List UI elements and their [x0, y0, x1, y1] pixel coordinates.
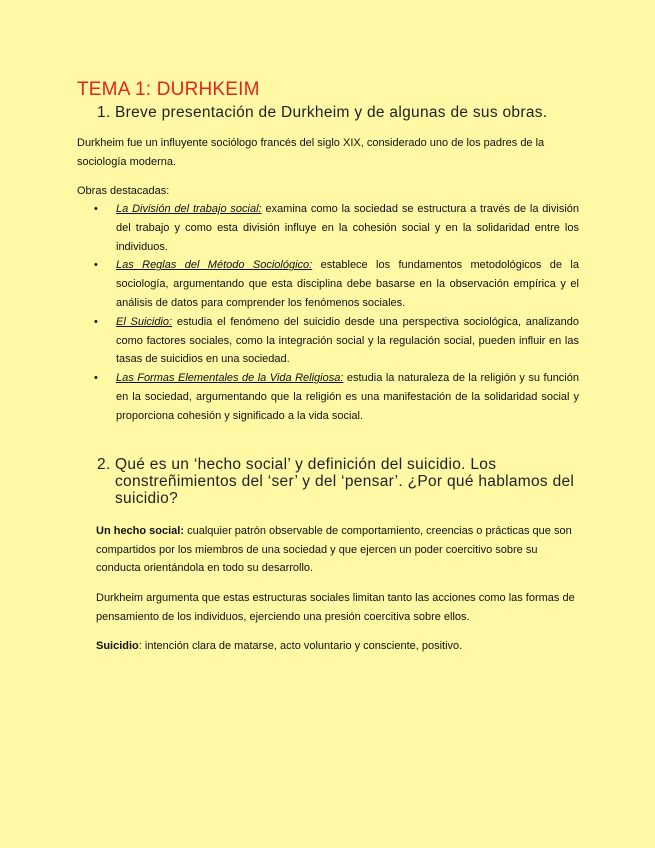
works-list	[94, 200, 579, 426]
bullet-icon: •	[94, 372, 98, 385]
obras-label: Obras destacadas:	[77, 185, 170, 197]
section-2-heading	[97, 456, 577, 507]
suicidio-paragraph	[96, 637, 579, 656]
intro-paragraph: Durkheim fue un influyente sociólogo francés del siglo XIX, considerado uno de los padres de la sociología moderna.	[77, 137, 545, 168]
suicidio-term: Suicidio	[96, 640, 139, 652]
list-item	[94, 369, 579, 425]
section-2-number: 2.	[97, 456, 111, 473]
bullet-icon: •	[94, 315, 98, 328]
work-title: Las Formas Elementales de la Vida Religiosa:	[116, 372, 344, 385]
bullet-icon: •	[94, 259, 98, 272]
hecho-social-paragraph	[96, 522, 579, 578]
document-title: TEMA 1: DURHKEIM	[77, 79, 260, 100]
section-2-heading-text: Qué es un ‘hecho social’ y definición del suicidio. Los constreñimientos del ‘ser’ y del ‘pensar’. ¿Por qué hablamos del suicidio?	[115, 456, 575, 507]
work-title: El Suicidio:	[116, 315, 173, 328]
work-title: La División del trabajo social:	[116, 203, 262, 215]
work-description: estudia la naturaleza de la religión y su función en la sociedad, argumentando que la religión es una manifestación de la solidaridad social y proporciona cohesión y significado a la vida social.	[116, 372, 579, 422]
hecho-social-definition: cualquier patrón observable de comportamiento, creencias o prácticas que son compartidos por los miembros de una sociedad y que ejercen un poder coercitivo sobre su conducta orientándola en todo su desarrollo.	[96, 525, 572, 574]
list-item	[94, 200, 579, 256]
bullet-icon: •	[94, 203, 98, 215]
list-item	[94, 256, 579, 312]
durkheim-paragraph: Durkheim argumenta que estas estructuras sociales limitan tanto las acciones como las formas de pensamiento de los individuos, ejerciendo una presión coercitiva sobre ellos.	[96, 592, 575, 623]
work-title: Las Reglas del Método Sociológico:	[116, 259, 313, 272]
work-description: estudia el fenómeno del suicidio desde una perspectiva sociológica, analizando como factores sociales, como la integración social y la regulación social, pueden influir en las tasas de suicidios en una sociedad.	[116, 315, 579, 366]
section-1-heading-text: Breve presentación de Durkheim y de algunas de sus obras.	[115, 104, 548, 121]
work-description: establece los fundamentos metodológicos de la sociología, argumentando que esta disciplina debe basarse en la observación empírica y el análisis de datos para comprender los fenómenos sociales.	[116, 259, 579, 309]
suicidio-definition: : intención clara de matarse, acto voluntario y consciente, positivo.	[138, 640, 463, 652]
section-1-heading	[97, 104, 547, 122]
hecho-social-term: Un hecho social:	[96, 525, 185, 537]
work-description: examina como la sociedad se estructura a través de la división del trabajo y como esta división influye en la cohesión social y en la solidaridad entre los individuos.	[116, 203, 579, 253]
list-item	[94, 313, 579, 369]
section-1-number: 1.	[97, 104, 111, 121]
